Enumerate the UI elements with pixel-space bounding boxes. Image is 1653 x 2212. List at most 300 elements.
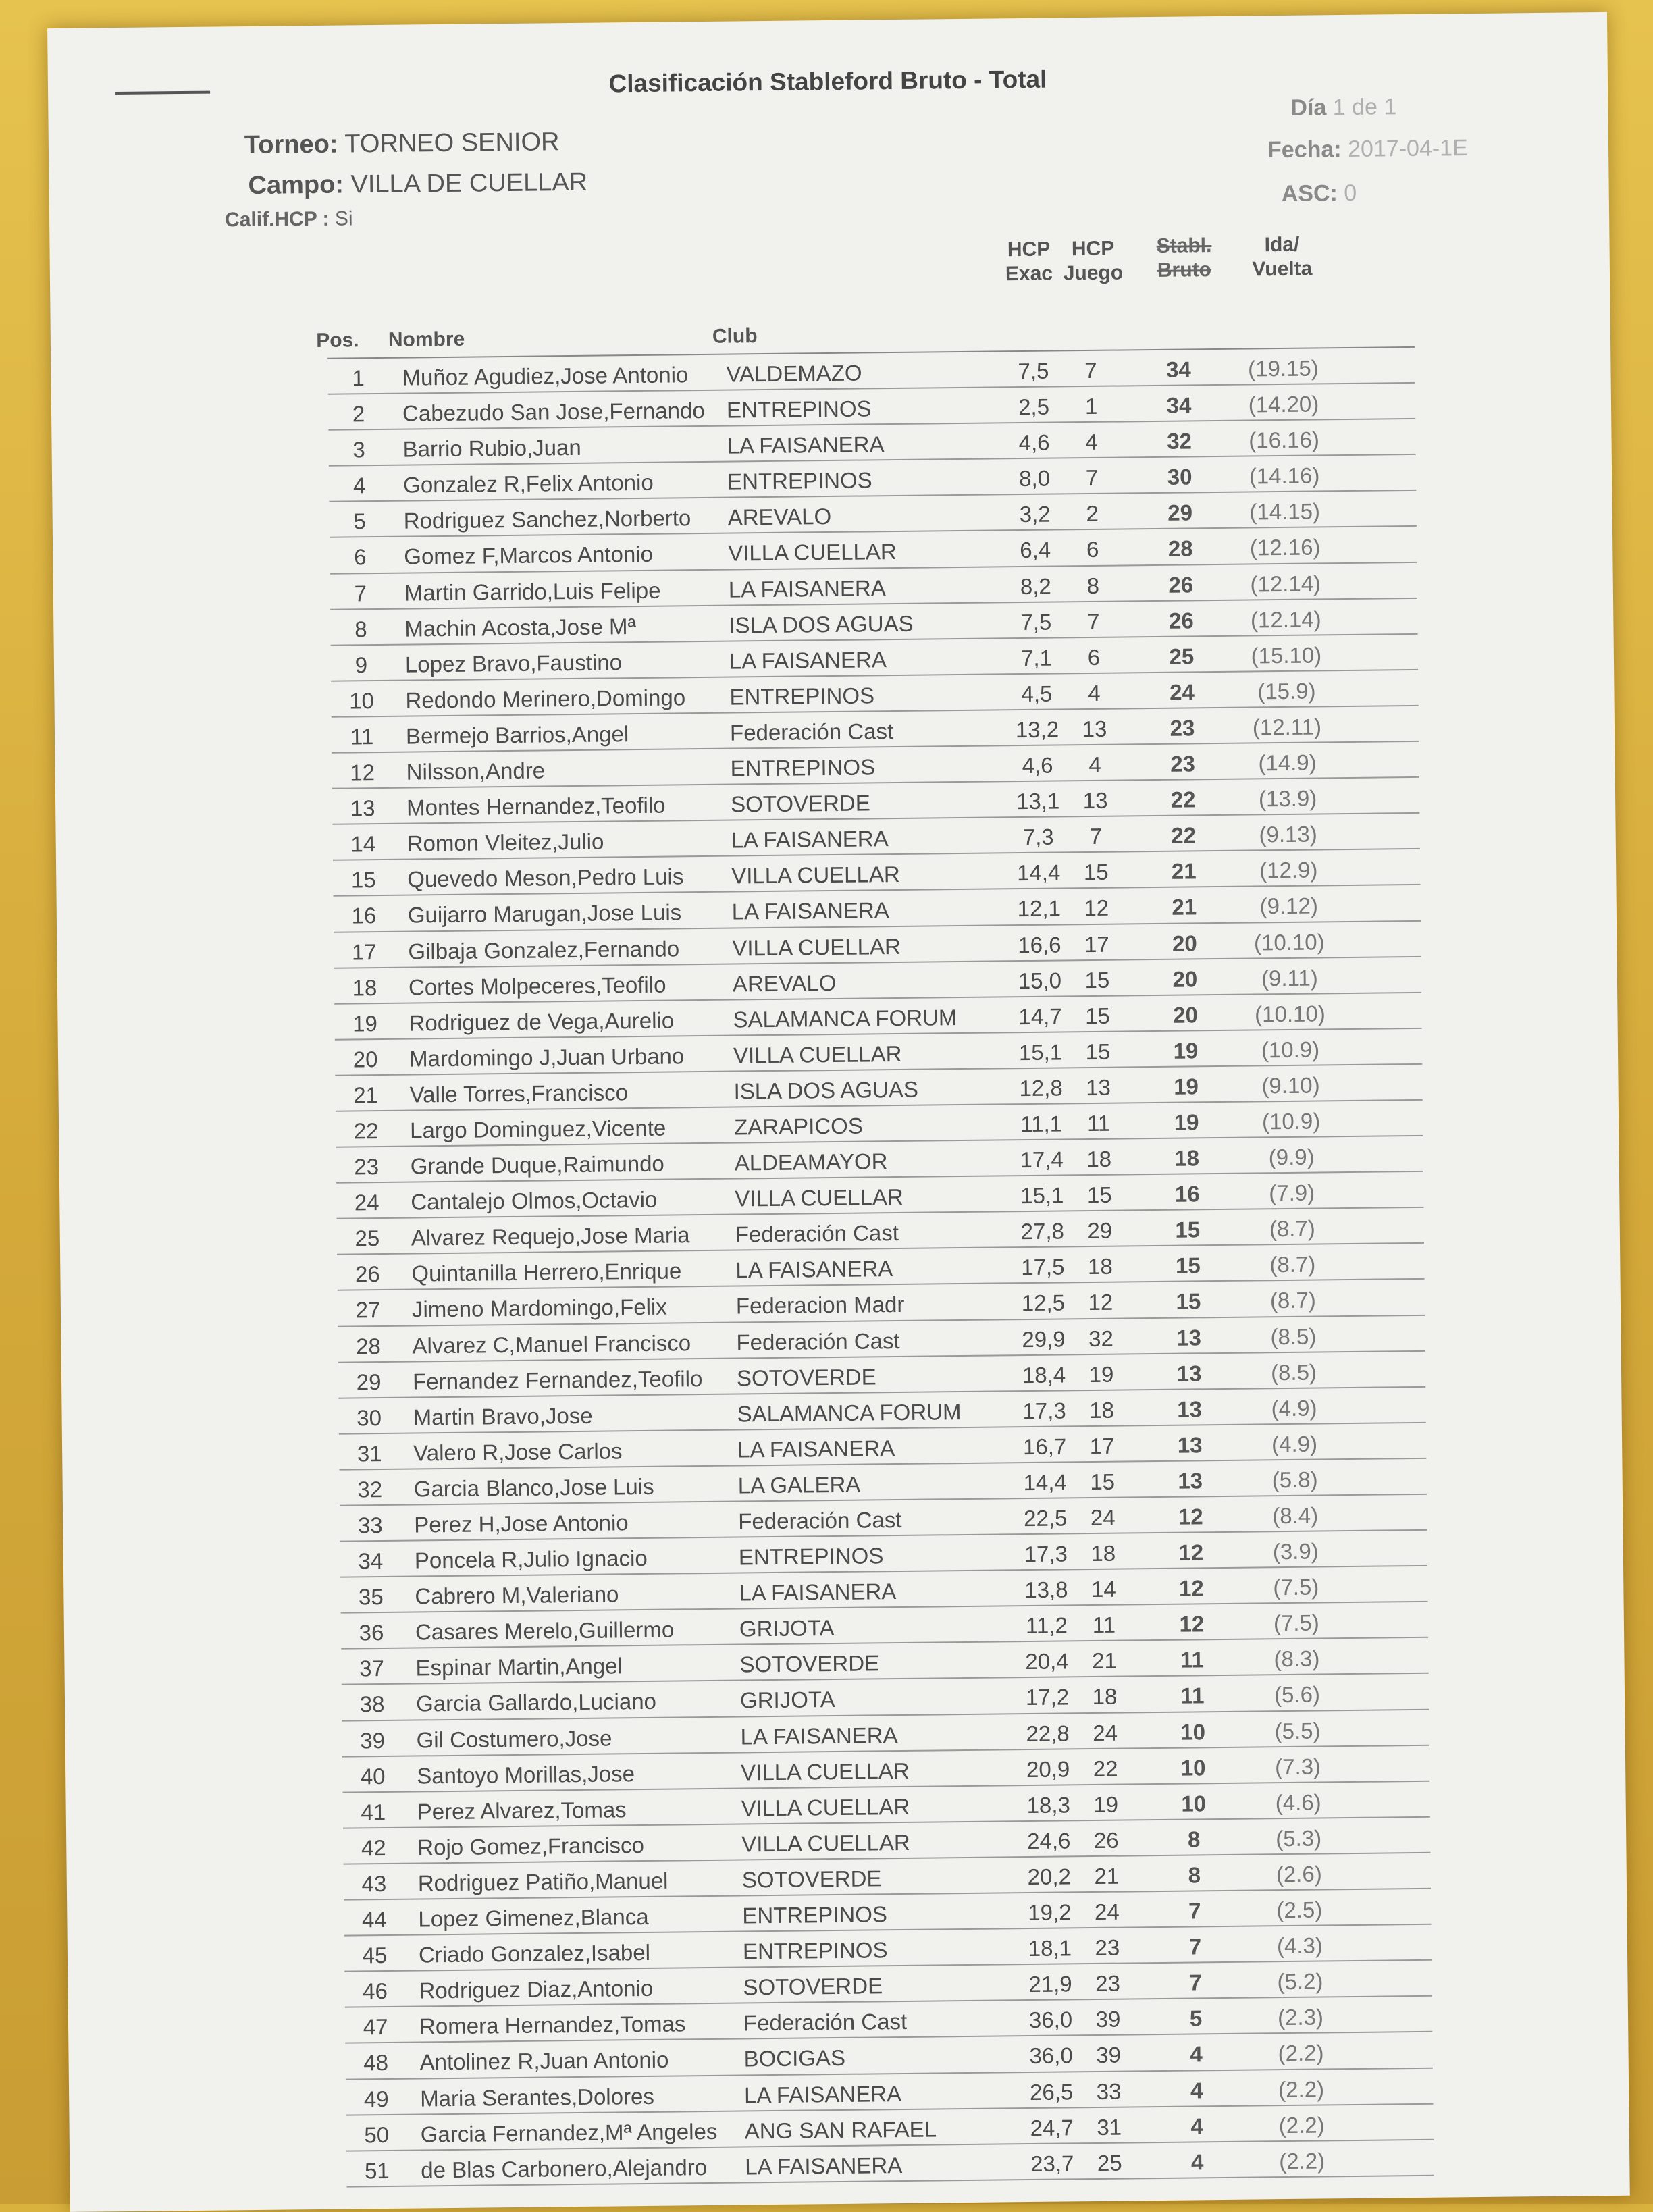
- row-ida-vuelta: (5.3): [1276, 1825, 1322, 1851]
- row-nombre: Alvarez C,Manuel Francisco: [412, 1329, 691, 1359]
- row-club: LA FAISANERA: [727, 431, 885, 458]
- row-club: ENTREPINOS: [727, 467, 872, 494]
- row-nombre: Garcia Gallardo,Luciano: [415, 1689, 657, 1716]
- row-hcp-juego: 4: [1088, 680, 1101, 706]
- row-hcp-juego: 8: [1086, 573, 1100, 598]
- row-club: ENTREPINOS: [742, 1901, 888, 1928]
- campo-line: [248, 168, 587, 201]
- row-hcp-exac: 12,8: [1019, 1075, 1063, 1101]
- row-hcp-juego: 18: [1091, 1540, 1116, 1566]
- row-hcp-juego: 14: [1091, 1576, 1116, 1602]
- row-hcp-juego: 4: [1085, 429, 1098, 455]
- row-club: ENTREPINOS: [729, 683, 875, 710]
- row-hcp-exac: 7,3: [1022, 824, 1054, 850]
- row-pos: 49: [363, 2086, 389, 2111]
- row-stableford: 29: [1167, 500, 1193, 526]
- col-pos-header: Pos.: [316, 329, 359, 352]
- row-stableford: 10: [1180, 1754, 1206, 1781]
- row-ida-vuelta: (9.13): [1259, 821, 1317, 847]
- row-hcp-juego: 17: [1089, 1433, 1115, 1458]
- row-hcp-juego: 18: [1087, 1254, 1113, 1280]
- row-hcp-juego: 1: [1084, 393, 1098, 419]
- row-nombre: Lopez Bravo,Faustino: [404, 649, 623, 677]
- col-hcp-juego-header: [1055, 236, 1130, 286]
- row-ida-vuelta: (2.2): [1279, 2148, 1326, 2174]
- row-ida-vuelta: (8.7): [1269, 1251, 1316, 1278]
- row-stableford: 26: [1168, 608, 1194, 633]
- row-ida-vuelta: (9.12): [1259, 893, 1319, 919]
- row-ida-vuelta: (9.11): [1261, 965, 1318, 991]
- row-nombre: Romera Hernandez,Tomas: [419, 2011, 686, 2039]
- row-hcp-exac: 24,7: [1030, 2114, 1074, 2140]
- row-ida-vuelta: (9.9): [1268, 1144, 1315, 1170]
- row-pos: 27: [355, 1297, 381, 1323]
- row-pos: 19: [352, 1010, 378, 1036]
- row-nombre: Rodriguez Sanchez,Norberto: [403, 505, 691, 533]
- row-hcp-juego: 7: [1085, 465, 1099, 491]
- row-stableford: 23: [1170, 715, 1195, 741]
- row-hcp-juego: 11: [1086, 1110, 1111, 1136]
- col-hcp-exac-line1: HCP: [1007, 238, 1051, 261]
- row-hcp-juego: 13: [1082, 787, 1108, 814]
- row-club: LA FAISANERA: [743, 2080, 902, 2107]
- row-stableford: 20: [1172, 966, 1198, 992]
- row-hcp-exac: 8,0: [1018, 465, 1051, 492]
- row-hcp-exac: 16,6: [1018, 931, 1061, 957]
- row-club: LA FAISANERA: [731, 897, 889, 924]
- row-hcp-juego: 21: [1094, 1863, 1120, 1889]
- row-nombre: Cabezudo San Jose,Fernando: [402, 398, 705, 426]
- row-pos: 1: [352, 365, 365, 391]
- results-table: [316, 311, 1434, 2187]
- row-club: LA FAISANERA: [735, 1256, 893, 1283]
- row-club: Federación Cast: [736, 1327, 900, 1355]
- row-club: Federacion Madr: [735, 1292, 905, 1319]
- row-pos: 18: [352, 974, 377, 1001]
- row-stableford: 22: [1171, 822, 1197, 848]
- row-stableford: 18: [1174, 1145, 1200, 1171]
- row-pos: 35: [358, 1584, 384, 1610]
- row-hcp-exac: 20,9: [1026, 1756, 1070, 1782]
- row-hcp-exac: 20,2: [1027, 1864, 1072, 1889]
- row-hcp-exac: 7,5: [1018, 358, 1049, 384]
- torneo-line: [244, 128, 560, 160]
- row-club: ENTREPINOS: [730, 754, 876, 781]
- row-stableford: 19: [1174, 1109, 1199, 1135]
- row-club: AREVALO: [732, 970, 837, 997]
- row-nombre: Montes Hernandez,Teofilo: [406, 792, 666, 820]
- row-club: Federación Cast: [743, 2009, 908, 2036]
- row-hcp-exac: 4,5: [1021, 681, 1053, 706]
- row-club: VILLA CUELLAR: [731, 862, 900, 889]
- torneo-value: TORNEO SENIOR: [344, 128, 560, 159]
- row-pos: 38: [359, 1691, 385, 1717]
- row-hcp-juego: 32: [1088, 1325, 1114, 1351]
- row-hcp-exac: 4,6: [1018, 429, 1050, 456]
- col-stab-header: [1147, 234, 1222, 283]
- row-hcp-exac: 15,1: [1018, 1039, 1063, 1065]
- row-hcp-exac: 15,0: [1018, 968, 1062, 993]
- row-club: ALDEAMAYOR: [734, 1149, 888, 1176]
- row-nombre: Gonzalez R,Felix Antonio: [402, 470, 654, 498]
- row-pos: 4: [352, 473, 366, 498]
- row-nombre: Maria Serantes,Dolores: [419, 2083, 655, 2111]
- row-nombre: Barrio Rubio,Juan: [402, 435, 581, 462]
- row-hcp-exac: 23,7: [1030, 2151, 1074, 2176]
- row-hcp-juego: 26: [1093, 1827, 1119, 1853]
- row-hcp-exac: 7,1: [1020, 645, 1053, 670]
- row-hcp-exac: 26,5: [1029, 2078, 1074, 2105]
- row-nombre: Rodriguez Patiño,Manuel: [417, 1868, 668, 1896]
- row-hcp-juego: 24: [1093, 1720, 1118, 1745]
- col-stab-line2: Bruto: [1157, 259, 1212, 282]
- row-hcp-juego: 7: [1089, 824, 1103, 849]
- row-stableford: 28: [1167, 535, 1193, 562]
- dia-label: Día: [1290, 95, 1327, 121]
- row-club: LA FAISANERA: [745, 2152, 903, 2180]
- row-nombre: Romon Vleitez,Julio: [406, 828, 604, 856]
- col-ida-header: [1238, 232, 1326, 282]
- row-hcp-juego: 25: [1097, 2150, 1122, 2176]
- row-pos: 21: [353, 1082, 379, 1108]
- row-hcp-exac: 2,5: [1018, 394, 1050, 420]
- row-hcp-juego: 15: [1086, 1182, 1112, 1208]
- row-stableford: 12: [1178, 1504, 1203, 1529]
- row-club: LA FAISANERA: [728, 575, 886, 602]
- row-club: GRIJOTA: [739, 1687, 835, 1713]
- row-pos: 47: [363, 2014, 388, 2040]
- col-ida-line1: Ida/: [1264, 233, 1300, 257]
- row-stableford: 25: [1169, 643, 1195, 669]
- row-hcp-exac: 17,3: [1024, 1541, 1068, 1567]
- row-ida-vuelta: (4.9): [1271, 1395, 1317, 1421]
- row-hcp-juego: 29: [1087, 1217, 1113, 1244]
- row-hcp-juego: 4: [1088, 752, 1101, 778]
- row-club: VILLA CUELLAR: [740, 1758, 910, 1785]
- row-ida-vuelta: (8.7): [1269, 1215, 1315, 1242]
- row-nombre: Valero R,Jose Carlos: [413, 1438, 623, 1466]
- row-stableford: 13: [1177, 1432, 1203, 1458]
- calif-line: [225, 207, 353, 232]
- row-pos: 30: [357, 1404, 382, 1431]
- row-pos: 44: [361, 1907, 387, 1932]
- row-nombre: Garcia Fernandez,Mª Angeles: [420, 2118, 718, 2147]
- row-stableford: 10: [1181, 1791, 1207, 1816]
- row-hcp-exac: 17,4: [1020, 1147, 1064, 1173]
- row-pos: 48: [363, 2050, 389, 2076]
- row-hcp-exac: 18,1: [1028, 1935, 1072, 1961]
- row-pos: 24: [354, 1190, 379, 1215]
- row-club: Federación Cast: [729, 718, 894, 745]
- col-hcp-juego-line1: HCP: [1071, 237, 1115, 261]
- row-pos: 2: [352, 401, 365, 427]
- row-hcp-exac: 11,2: [1025, 1612, 1068, 1639]
- row-stableford: 7: [1188, 1898, 1201, 1924]
- row-pos: 31: [357, 1440, 382, 1467]
- row-ida-vuelta: (5.6): [1274, 1681, 1321, 1708]
- row-pos: 43: [361, 1870, 387, 1897]
- row-nombre: Machin Acosta,Jose Mª: [404, 613, 636, 641]
- row-hcp-exac: 15,1: [1020, 1182, 1064, 1209]
- row-ida-vuelta: (10.10): [1254, 1001, 1326, 1027]
- row-hcp-exac: 36,0: [1028, 2007, 1073, 2033]
- row-hcp-juego: 39: [1096, 2043, 1122, 2068]
- row-hcp-exac: 14,4: [1023, 1469, 1067, 1495]
- row-stableford: 4: [1190, 2149, 1204, 2175]
- row-pos: 22: [353, 1118, 379, 1144]
- page-title: Clasificación Stableford Bruto - Total: [608, 65, 1047, 98]
- row-pos: 25: [355, 1226, 380, 1251]
- row-nombre: Cabrero M,Valeriano: [415, 1581, 619, 1609]
- row-nombre: Largo Dominguez,Vicente: [409, 1115, 666, 1143]
- col-nombre-header: Nombre: [388, 327, 465, 351]
- row-club: ISLA DOS AGUAS: [729, 610, 914, 638]
- row-club: VILLA CUELLAR: [735, 1184, 903, 1211]
- row-stableford: 11: [1180, 1683, 1205, 1709]
- row-club: LA FAISANERA: [731, 826, 889, 853]
- row-hcp-exac: 12,5: [1021, 1290, 1066, 1316]
- row-ida-vuelta: (2.2): [1278, 2076, 1325, 2102]
- row-club: LA FAISANERA: [739, 1579, 897, 1606]
- results-sheet: [47, 12, 1630, 2212]
- row-hcp-exac: 12,1: [1017, 895, 1061, 922]
- row-hcp-exac: 13,8: [1024, 1577, 1068, 1603]
- row-stableford: 10: [1180, 1718, 1206, 1745]
- row-hcp-exac: 20,4: [1025, 1648, 1069, 1675]
- row-hcp-juego: 11: [1092, 1612, 1116, 1638]
- row-hcp-exac: 4,6: [1022, 752, 1053, 779]
- row-stableford: 22: [1170, 787, 1196, 812]
- col-stab-line1: Stabl.: [1156, 234, 1212, 257]
- row-pos: 13: [350, 795, 375, 821]
- row-nombre: Nilsson,Andre: [406, 758, 546, 785]
- row-hcp-juego: 23: [1095, 1970, 1121, 1997]
- row-club: LA FAISANERA: [729, 646, 887, 674]
- row-pos: 9: [355, 652, 368, 678]
- row-hcp-exac: 7,5: [1020, 609, 1052, 635]
- row-nombre: Espinar Martin,Angel: [415, 1653, 623, 1681]
- dia-value: 1 de 1: [1332, 94, 1397, 121]
- row-ida-vuelta: (10.9): [1261, 1108, 1321, 1134]
- row-stableford: 12: [1178, 1575, 1204, 1601]
- row-pos: 51: [364, 2157, 390, 2184]
- row-pos: 14: [350, 831, 376, 857]
- row-ida-vuelta: (5.5): [1274, 1718, 1321, 1743]
- row-pos: 42: [361, 1835, 386, 1861]
- torneo-label: Torneo:: [244, 130, 338, 160]
- row-hcp-juego: 12: [1084, 895, 1109, 921]
- row-stableford: 23: [1170, 751, 1196, 776]
- row-pos: 29: [356, 1369, 382, 1395]
- row-nombre: Quevedo Meson,Pedro Luis: [407, 864, 684, 892]
- row-hcp-exac: 6,4: [1020, 537, 1051, 563]
- row-hcp-exac: 13,1: [1016, 788, 1060, 814]
- row-ida-vuelta: (14.9): [1258, 749, 1317, 776]
- row-club: SALAMANCA FORUM: [737, 1398, 962, 1427]
- row-ida-vuelta: (14.15): [1249, 498, 1321, 525]
- row-stableford: 4: [1190, 2041, 1203, 2067]
- row-nombre: Redondo Merinero,Domingo: [405, 685, 686, 713]
- row-nombre: Martin Bravo,Jose: [413, 1402, 593, 1430]
- row-ida-vuelta: (2.2): [1278, 2112, 1325, 2138]
- row-pos: 40: [360, 1763, 386, 1789]
- row-pos: 26: [355, 1261, 380, 1287]
- row-nombre: Alvarez Requejo,Jose Maria: [411, 1222, 690, 1250]
- row-hcp-juego: 6: [1086, 537, 1099, 562]
- row-hcp-juego: 24: [1090, 1504, 1116, 1531]
- row-nombre: Cantalejo Olmos,Octavio: [411, 1186, 658, 1215]
- table-body: [327, 348, 1434, 2187]
- col-hcp-exac-header: [995, 237, 1063, 286]
- row-ida-vuelta: (4.3): [1276, 1932, 1323, 1959]
- row-hcp-juego: 24: [1094, 1899, 1120, 1925]
- row-stableford: 8: [1188, 1862, 1201, 1888]
- row-pos: 46: [362, 1978, 388, 2004]
- row-club: Federación Cast: [735, 1220, 899, 1247]
- calif-label: Calif.HCP :: [224, 207, 330, 232]
- row-club: SOTOVERDE: [741, 1866, 882, 1893]
- row-hcp-exac: 14,4: [1016, 860, 1061, 886]
- row-hcp-exac: 17,3: [1022, 1398, 1066, 1423]
- row-ida-vuelta: (2.2): [1278, 2040, 1324, 2066]
- row-stableford: 34: [1165, 357, 1191, 382]
- row-hcp-juego: 15: [1090, 1469, 1116, 1494]
- row-ida-vuelta: (8.5): [1270, 1323, 1317, 1349]
- row-ida-vuelta: (16.16): [1249, 427, 1320, 453]
- row-pos: 3: [352, 437, 365, 463]
- row-ida-vuelta: (19.15): [1247, 355, 1319, 381]
- row-stableford: 32: [1167, 428, 1192, 454]
- row-pos: 6: [353, 544, 367, 570]
- row-hcp-exac: 17,5: [1021, 1254, 1065, 1280]
- row-hcp-exac: 18,3: [1026, 1792, 1070, 1818]
- row-pos: 37: [359, 1656, 385, 1681]
- row-ida-vuelta: (14.20): [1248, 391, 1319, 417]
- row-ida-vuelta: (10.10): [1253, 928, 1325, 955]
- col-ida-line2: Vuelta: [1252, 257, 1313, 281]
- row-pos: 32: [357, 1476, 383, 1502]
- row-nombre: Gilbaja Gonzalez,Fernando: [408, 935, 680, 964]
- row-nombre: Martin Garrido,Luis Felipe: [404, 577, 661, 606]
- row-nombre: Rodriguez Diaz,Antonio: [419, 1976, 654, 2003]
- row-nombre: Gil Costumero,Jose: [416, 1725, 612, 1753]
- row-pos: 8: [355, 616, 367, 642]
- row-hcp-exac: 8,2: [1020, 573, 1051, 599]
- row-nombre: Criado Gonzalez,Isabel: [418, 1940, 651, 1968]
- row-nombre: Valle Torres,Francisco: [409, 1080, 629, 1107]
- row-nombre: Casares Merelo,Guillermo: [415, 1616, 675, 1645]
- row-stableford: 12: [1178, 1539, 1204, 1565]
- row-club: GRIJOTA: [739, 1615, 835, 1641]
- row-stableford: 30: [1167, 464, 1192, 490]
- row-ida-vuelta: (2.3): [1277, 2004, 1324, 2030]
- row-hcp-juego: 22: [1093, 1756, 1118, 1781]
- col-hcp-exac-line2: Exac: [1005, 262, 1053, 286]
- row-club: ENTREPINOS: [742, 1937, 888, 1964]
- row-hcp-juego: 7: [1086, 608, 1100, 634]
- row-stableford: 4: [1190, 2077, 1203, 2103]
- row-ida-vuelta: (12.9): [1259, 857, 1318, 883]
- row-ida-vuelta: (8.5): [1270, 1359, 1317, 1385]
- asc-label: ASC:: [1281, 180, 1338, 207]
- row-ida-vuelta: (14.16): [1249, 463, 1320, 489]
- row-nombre: Antolinez R,Juan Antonio: [419, 2047, 669, 2075]
- row-club: VILLA CUELLAR: [741, 1829, 910, 1857]
- row-hcp-juego: 15: [1084, 1003, 1111, 1028]
- row-club: ENTREPINOS: [738, 1543, 884, 1570]
- row-club: LA GALERA: [737, 1471, 861, 1498]
- row-ida-vuelta: (12.11): [1252, 714, 1322, 740]
- row-ida-vuelta: (12.14): [1250, 606, 1321, 633]
- row-club: ZARAPICOS: [733, 1113, 864, 1140]
- row-club: ISLA DOS AGUAS: [733, 1076, 919, 1104]
- row-nombre: Lopez Gimenez,Blanca: [418, 1903, 649, 1932]
- row-pos: 23: [354, 1154, 379, 1180]
- row-ida-vuelta: (7.9): [1269, 1180, 1315, 1206]
- row-hcp-juego: 15: [1084, 967, 1110, 993]
- row-club: VALDEMAZO: [726, 360, 862, 387]
- row-ida-vuelta: (7.5): [1273, 1610, 1320, 1636]
- row-nombre: Cortes Molpeceres,Teofilo: [408, 972, 666, 1000]
- fecha-value: 2017-04-1E: [1347, 135, 1468, 162]
- row-pos: 12: [350, 760, 375, 785]
- row-nombre: Poncela R,Julio Ignacio: [414, 1546, 648, 1573]
- row-ida-vuelta: (15.9): [1257, 678, 1316, 704]
- row-stableford: 13: [1178, 1468, 1203, 1494]
- row-hcp-juego: 12: [1088, 1290, 1113, 1315]
- row-hcp-exac: 16,7: [1022, 1433, 1067, 1459]
- row-hcp-juego: 15: [1083, 860, 1109, 885]
- row-hcp-juego: 18: [1092, 1684, 1118, 1710]
- asc-line: [1282, 180, 1357, 207]
- row-club: LA FAISANERA: [737, 1435, 895, 1463]
- row-hcp-exac: 22,8: [1026, 1720, 1070, 1746]
- row-hcp-exac: 18,4: [1022, 1362, 1066, 1388]
- campo-label: Campo:: [248, 170, 344, 200]
- row-club: Federación Cast: [738, 1506, 902, 1534]
- row-hcp-juego: 33: [1096, 2078, 1122, 2104]
- row-hcp-exac: 36,0: [1029, 2043, 1073, 2069]
- row-ida-vuelta: (4.6): [1275, 1789, 1321, 1815]
- calif-value: Si: [334, 207, 353, 230]
- row-hcp-exac: 27,8: [1020, 1218, 1065, 1244]
- row-pos: 33: [357, 1512, 383, 1538]
- row-hcp-exac: 3,2: [1019, 501, 1051, 527]
- row-hcp-juego: 18: [1089, 1397, 1115, 1423]
- row-hcp-exac: 11,1: [1020, 1111, 1063, 1137]
- row-stableford: 19: [1174, 1074, 1199, 1099]
- row-ida-vuelta: (4.9): [1271, 1431, 1318, 1457]
- row-stableford: 7: [1189, 1970, 1202, 1995]
- row-ida-vuelta: (15.10): [1251, 642, 1322, 668]
- row-hcp-exac: 24,6: [1026, 1828, 1071, 1853]
- row-ida-vuelta: (8.7): [1269, 1287, 1317, 1313]
- row-club: LA FAISANERA: [740, 1722, 898, 1749]
- row-stableford: 15: [1175, 1253, 1201, 1279]
- row-hcp-juego: 13: [1082, 716, 1107, 742]
- row-club: SOTOVERDE: [739, 1650, 880, 1677]
- row-hcp-juego: 13: [1086, 1074, 1111, 1100]
- row-club: VILLA CUELLAR: [733, 1041, 902, 1068]
- row-pos: 28: [355, 1333, 382, 1359]
- row-ida-vuelta: (7.5): [1273, 1574, 1319, 1600]
- dia-line: [1290, 94, 1396, 122]
- col-hcp-juego-line2: Juego: [1063, 261, 1124, 285]
- row-club: BOCIGAS: [743, 2045, 846, 2072]
- row-pos: 15: [350, 867, 376, 893]
- row-club: SOTOVERDE: [743, 1973, 883, 2000]
- row-hcp-exac: 29,9: [1022, 1325, 1066, 1352]
